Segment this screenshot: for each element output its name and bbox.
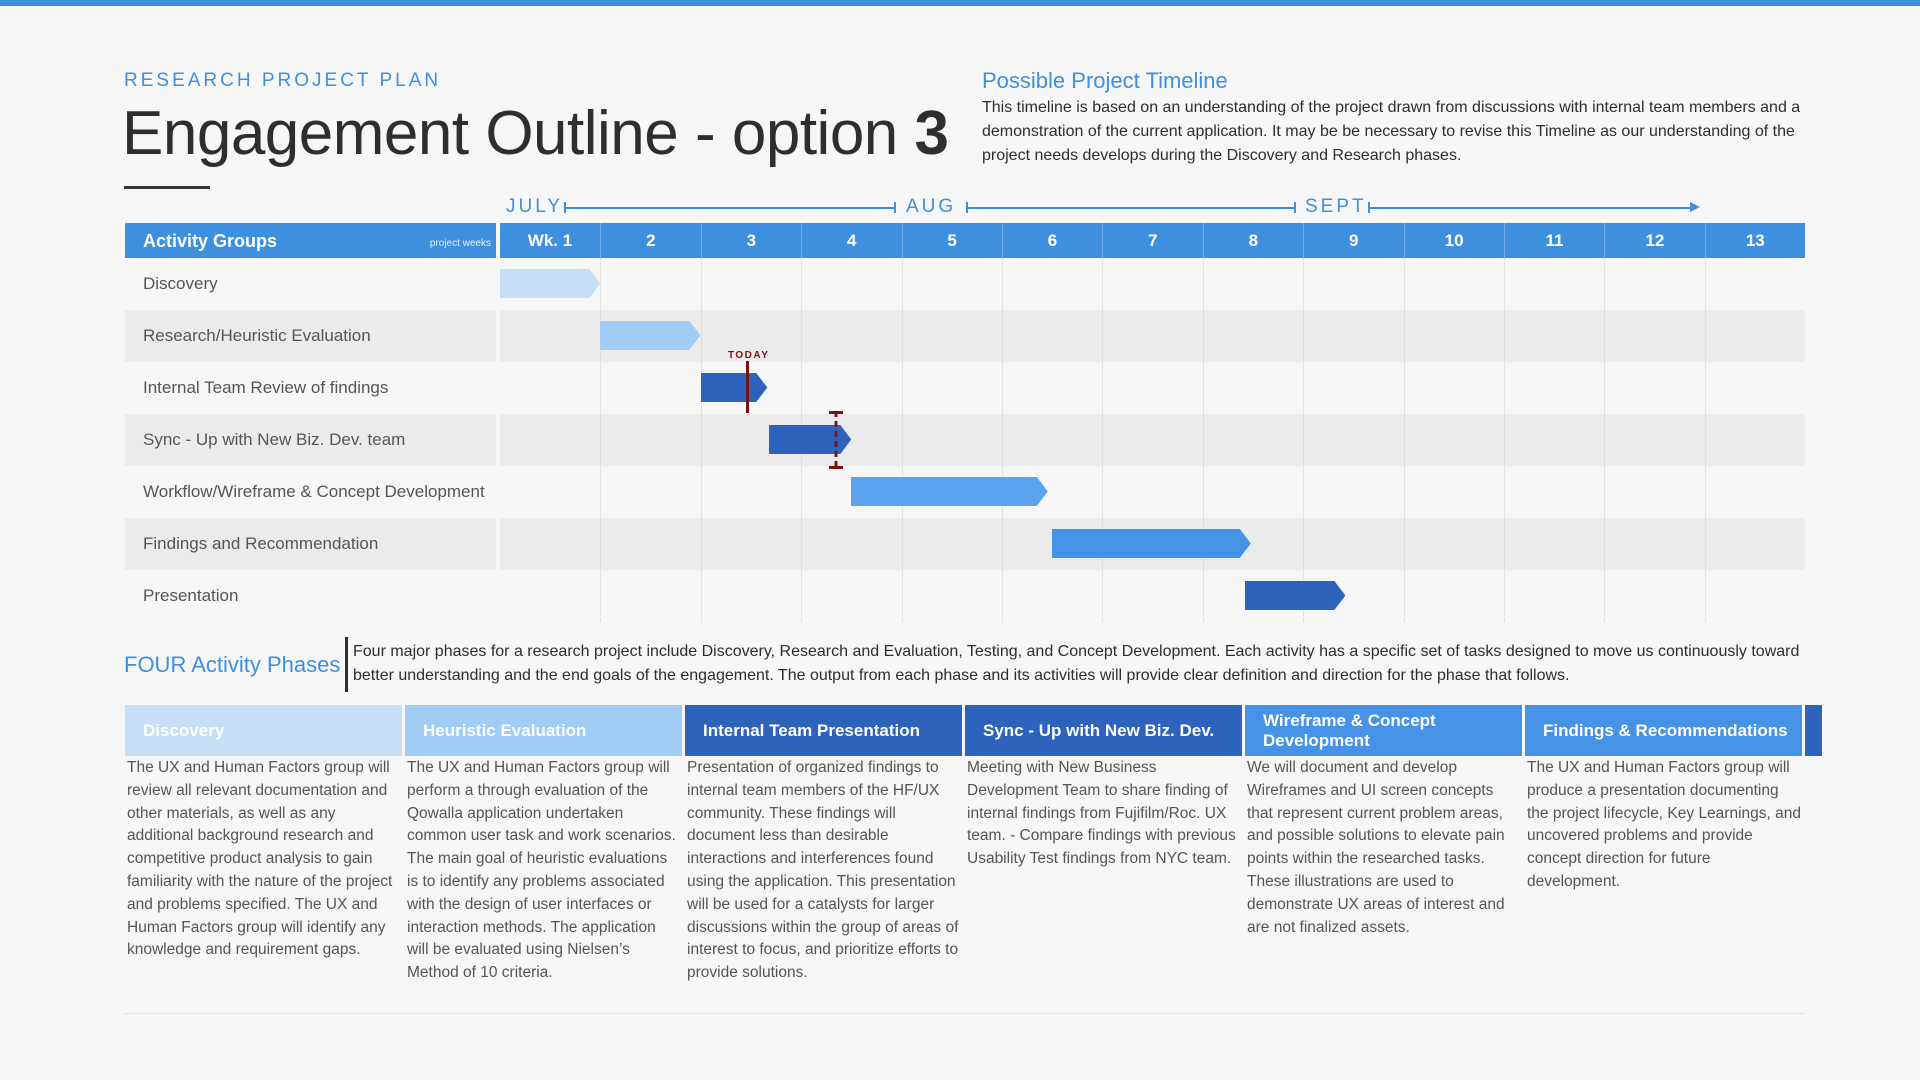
section-kicker: RESEARCH PROJECT PLAN: [124, 70, 442, 91]
week-header-cell: 6: [1002, 223, 1102, 258]
month-label-july: JULY: [506, 196, 564, 217]
week-header-cell: 12: [1604, 223, 1704, 258]
timeline-heading: Possible Project Timeline: [982, 68, 1228, 93]
week-gridline: [600, 258, 601, 622]
phases-description: Four major phases for a research project include Discovery, Research and Evaluation, Testing, and Concept Development. Each activity has a specific set of tasks designed to move us continuously toward better understanding and the end goals of the engagement. The output from each phase and its activities will provide clear definition and direction for the phase that follows.: [353, 643, 1800, 684]
phase-header: Discovery: [125, 705, 402, 756]
activity-bar: [500, 269, 600, 298]
week-gridline: [1002, 258, 1003, 622]
activity-label: Findings and Recommendation: [125, 518, 496, 570]
phase-header-end-cap: [1805, 705, 1822, 756]
phase-description: Presentation of organized findings to internal team members of the HF/UX community. These findings will document less than desirable interactions and interferences found using the application. This presentation will be used for a catalysts for larger discussions within the group of areas of interest to focus, and prioritize efforts to provide solutions.: [687, 759, 959, 982]
activity-label: Research/Heuristic Evaluation: [125, 310, 496, 362]
phases-divider: [345, 637, 348, 692]
week-gridline: [1303, 258, 1304, 622]
phases-heading: FOUR Activity Phases: [124, 652, 341, 677]
phase-description: We will document and develop Wireframes and UI screen concepts that represent current problem areas, and possible solutions to elevate pain points within the researched tasks. These illustrations are used to demonstrate UX areas of interest and are not finalized assets.: [1247, 759, 1505, 936]
timeline-description: This timeline is based on an understanding of the project drawn from discussions with internal team members and a demonstration of the current application. It may be be necessary to revise this Timeline as our understanding of the project needs develops during the Discovery and Research phases.: [982, 99, 1801, 164]
week-header-cell: 9: [1303, 223, 1403, 258]
activity-groups-header: [125, 223, 496, 258]
week-header-cell: 3: [701, 223, 801, 258]
phase-header: Sync - Up with New Biz. Dev.: [965, 705, 1242, 756]
page-title-number: 3: [914, 99, 949, 168]
week-header-cell: 13: [1705, 223, 1805, 258]
week-gridline: [1705, 258, 1706, 622]
month-label-aug: AUG: [906, 196, 957, 217]
week-gridline: [1102, 258, 1103, 622]
today-label: TODAY: [727, 350, 770, 361]
week-gridline: [1404, 258, 1405, 622]
activity-bar: [1245, 581, 1345, 610]
week-header-cell: 8: [1203, 223, 1303, 258]
week-header-cell: Wk. 1: [527, 231, 573, 250]
milestone-marker-icon: [829, 411, 843, 469]
phase-description: The UX and Human Factors group will review all relevant documentation and other materials, as well as any additional background research and competitive product analysis to gain familiarity with the nature of the project and problems specified. The UX and Human Factors group will identify any knowledge and requirement gaps.: [127, 759, 393, 959]
phase-header: Wireframe & Concept Development: [1245, 705, 1522, 756]
activity-label: Discovery: [143, 274, 218, 293]
activity-label: Presentation: [143, 586, 239, 605]
week-header-cell: 7: [1102, 223, 1202, 258]
phase-header: Findings & Recommendations: [1525, 705, 1802, 756]
week-header: [500, 223, 1805, 258]
week-gridline: [701, 258, 702, 622]
activity-label: Internal Team Review of findings: [143, 378, 389, 397]
week-header-cell: 2: [600, 223, 700, 258]
activity-row: [500, 466, 1805, 518]
activity-label: Sync - Up with New Biz. Dev. team: [125, 414, 496, 466]
activity-row: [500, 414, 1805, 466]
phase-header: Internal Team Presentation: [685, 705, 962, 756]
activity-label: Workflow/Wireframe & Concept Development: [143, 482, 485, 501]
phase-description: The UX and Human Factors group will perform a through evaluation of the Qowalla application undertaken common user task and work scenarios. The main goal of heuristic evaluations is to identify any problems associated with the design of user interfaces or interaction methods. The application will be evaluated using Nielsen’s Method of 10 criteria.: [407, 759, 676, 982]
activity-bar: [701, 373, 767, 402]
activity-groups-label: Activity Groups: [143, 231, 278, 251]
week-gridline: [902, 258, 903, 622]
phase-description: Meeting with New Business Development Team to share finding of internal findings from Fujifilm/Roc. UX team. - Compare findings with previous Usability Test findings from NYC team.: [967, 759, 1236, 868]
activity-row: [500, 570, 1805, 622]
bottom-divider: [125, 1013, 1805, 1014]
month-label-sept: SEPT: [1305, 196, 1367, 217]
project-weeks-label: project weeks: [429, 238, 491, 249]
phase-header: Heuristic Evaluation: [405, 705, 682, 756]
week-header-cell: 10: [1404, 223, 1504, 258]
activity-row: [500, 362, 1805, 414]
week-header-cell: 4: [801, 223, 901, 258]
page-title-text: Engagement Outline - option: [122, 99, 915, 168]
week-gridline: [1604, 258, 1605, 622]
activity-bar: [1052, 529, 1251, 558]
phase-description: The UX and Human Factors group will produce a presentation documenting the project lifecycle, Key Learnings, and uncovered problems and provide concept direction for future development.: [1527, 759, 1801, 890]
week-header-cell: 11: [1504, 223, 1604, 258]
week-gridline: [1504, 258, 1505, 622]
activity-bar: [600, 321, 700, 350]
week-gridline: [1203, 258, 1204, 622]
today-line: [746, 361, 749, 413]
activity-bar: [851, 477, 1048, 506]
activity-row: [500, 258, 1805, 310]
week-header-cell: 5: [902, 223, 1002, 258]
